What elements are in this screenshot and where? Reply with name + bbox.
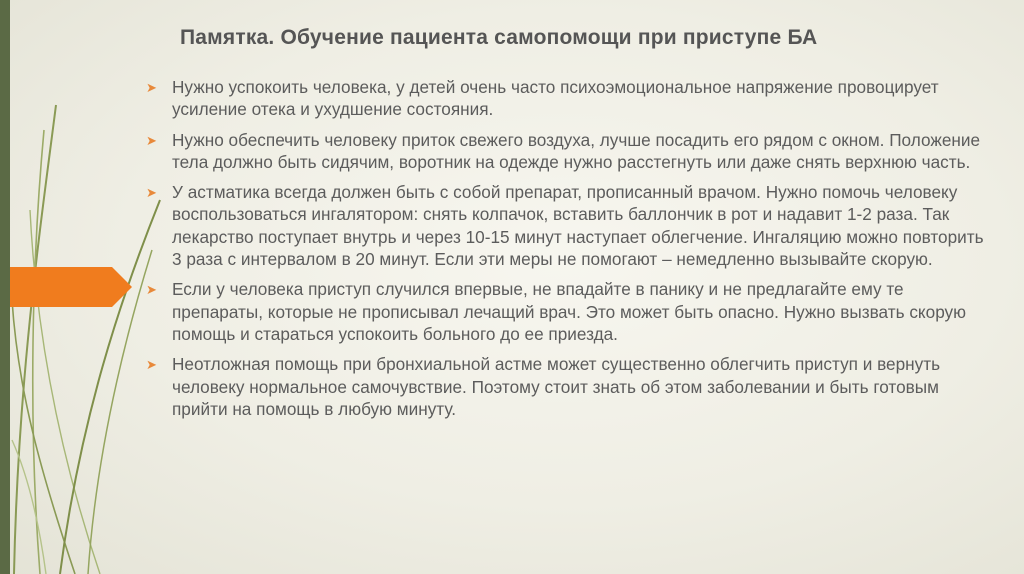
slide-title: Памятка. Обучение пациента самопомощи при приступе БА [180,26,818,49]
bullet-list [146,76,996,428]
list-item [146,76,996,121]
list-item [146,278,996,345]
bullet-arrow-icon: ➤ [146,132,157,148]
list-item [146,129,996,174]
list-item-text: Неотложная помощь при бронхиальной астме может существенно облегчить приступ и вернуть человеку нормальное самочувствие. Поэтому стоит знать об этом заболевании и быть готовым прийти на помощь в любую минуту. [172,354,941,419]
list-item-text: Если у человека приступ случился впервые, не впадайте в панику и не предлагайте ему те препараты, которые не прописывал лечащий врач. Это может быть опасно. Нужно вызвать скорую помощь и стараться успокоить больного до ее приезда. [172,279,967,344]
orange-arrow-tab [10,267,132,307]
list-item [146,181,996,270]
list-item-text: Нужно успокоить человека, у детей очень часто психоэмоциональное напряжение провоцирует усиление отека и ухудшение состояния. [172,77,939,120]
list-item-text: Нужно обеспечить человеку приток свежего воздуха, лучше посадить его рядом с окном. Положение тела должно быть сидячим, воротник на одежде нужно расстегнуть или даже снять верхнюю часть. [172,129,981,172]
bullet-arrow-icon: ➤ [146,80,157,95]
bullet-arrow-icon: ➤ [146,185,157,201]
bullet-arrow-icon: ➤ [146,357,157,373]
bullet-arrow-icon: ➤ [146,282,157,298]
list-item-text: У астматика всегда должен быть с собой препарат, прописанный врачом. Нужно помочь человеку воспользоваться ингалятором: снять колпачок, вставить баллончик в рот и надавит 1-2 раза. Так лекарство поступает внутрь и через 10-15 минут наступает облегчение. Ингаляцию можно повторить 3 раза с интервалом в 20 минут. Если эти меры не помогают – немедленно вызывайте скорую. [172,182,984,270]
list-item [146,353,996,420]
